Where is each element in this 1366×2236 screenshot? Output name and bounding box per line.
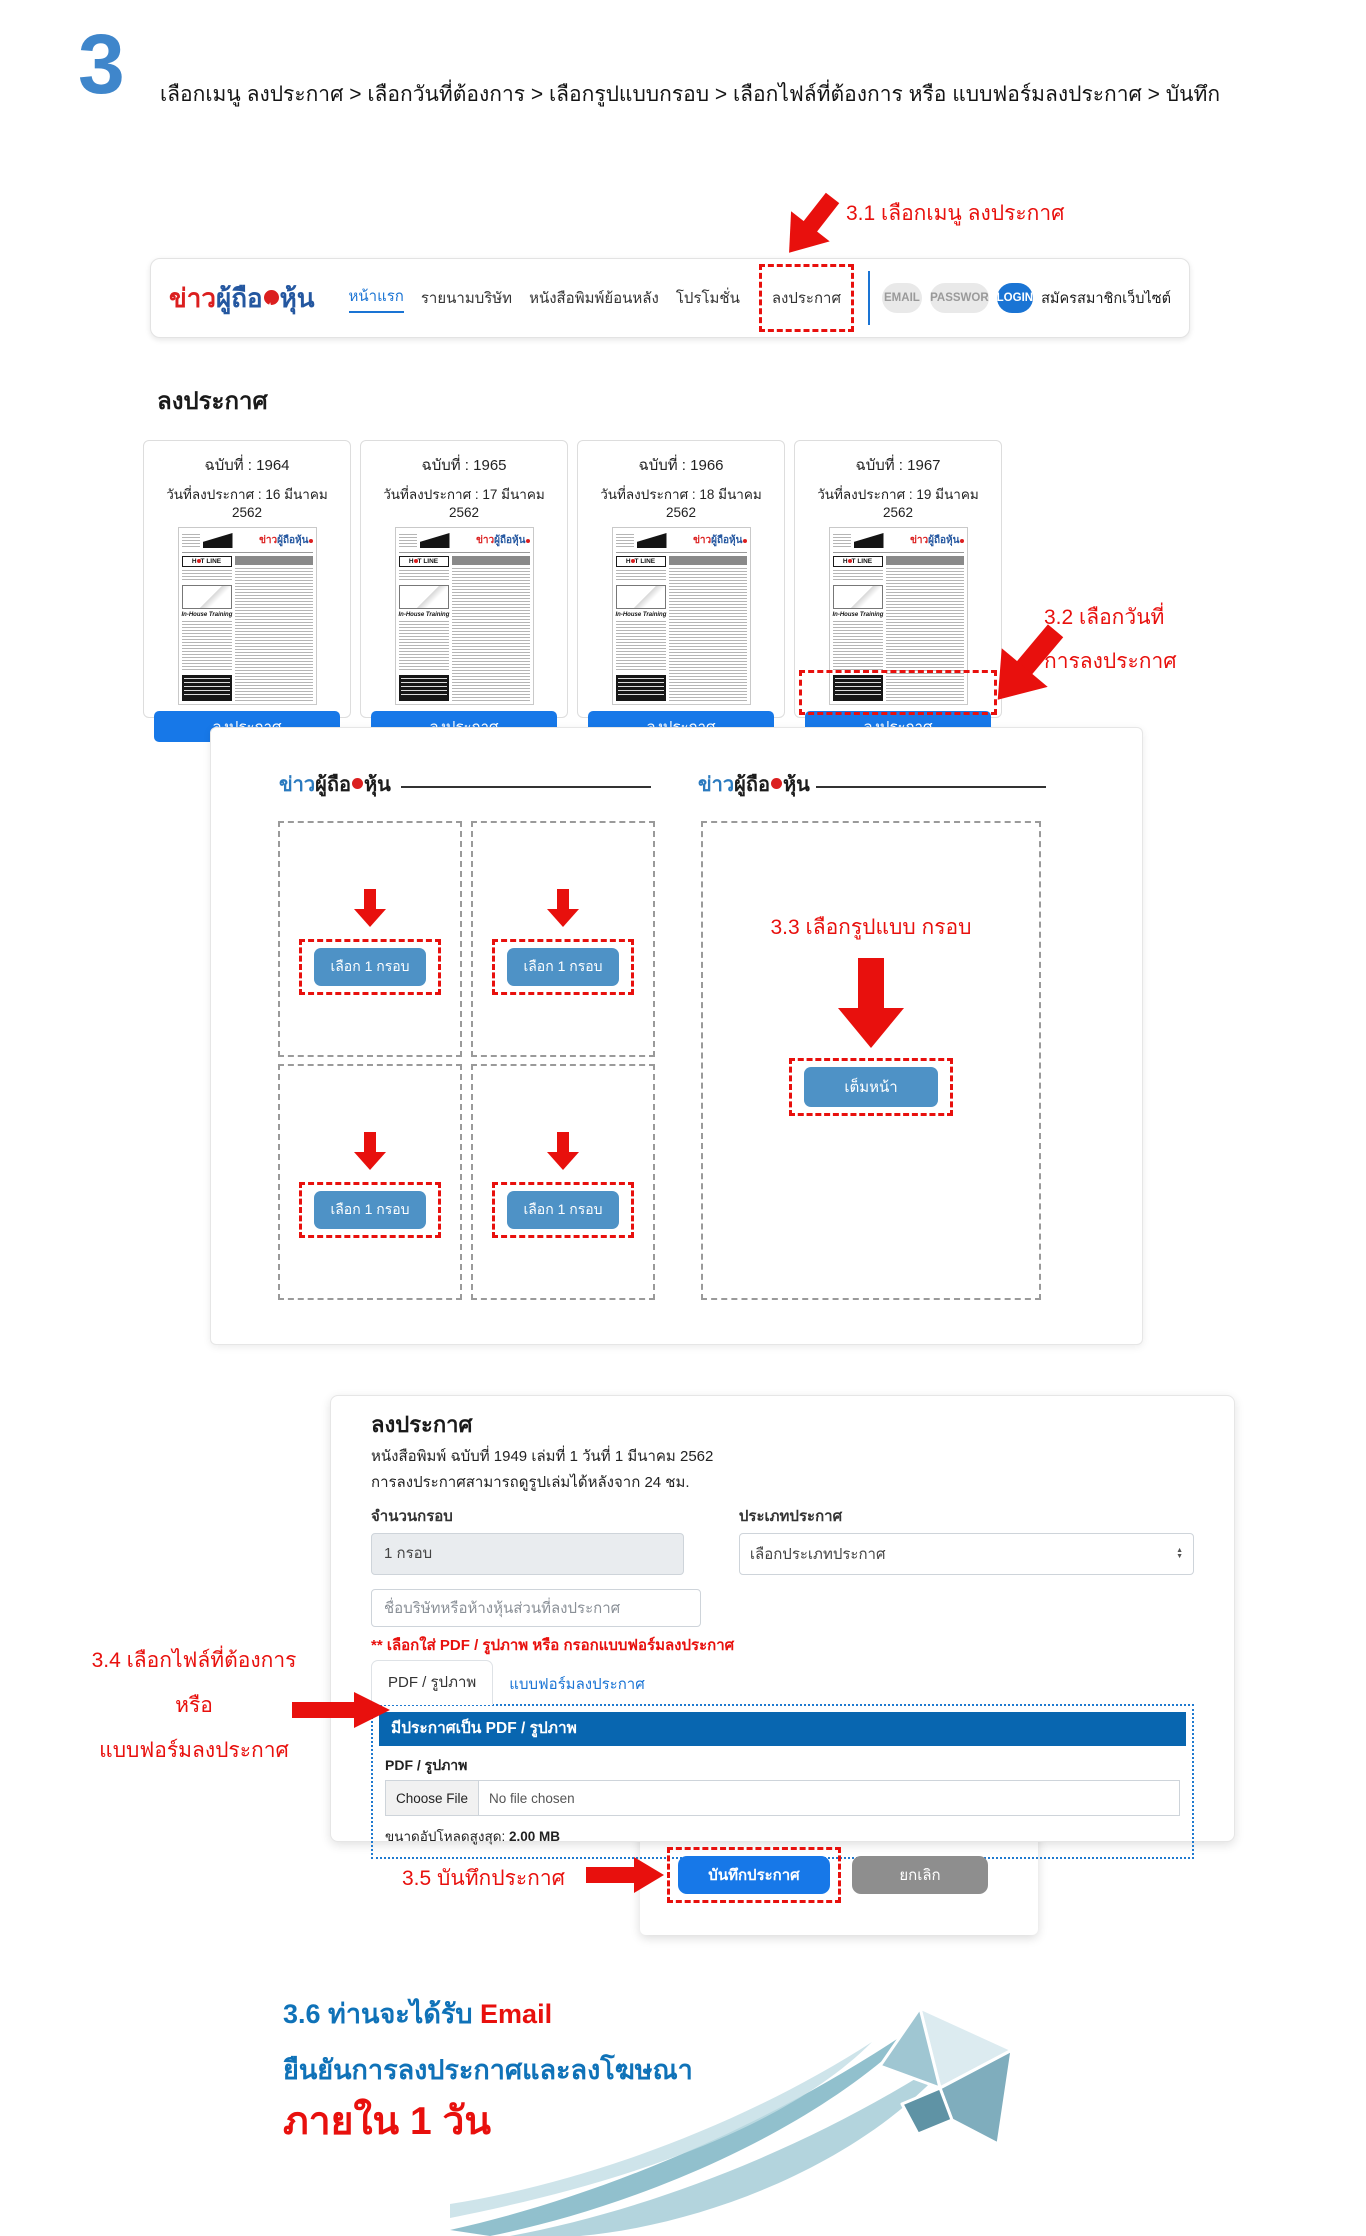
issue-date: วันที่ลงประกาศ : 17 มีนาคม 2562 bbox=[383, 487, 545, 520]
red-arrow-down-left-icon bbox=[980, 618, 1072, 714]
logo-dot-icon bbox=[352, 778, 363, 789]
thumb-black-ad bbox=[182, 675, 232, 701]
form-subtitle: หนังสือพิมพ์ ฉบับที่ 1949 เล่มที่ 1 วันที่ 1 มีนาคม 2562 bbox=[371, 1448, 714, 1465]
newspaper-thumbnail[interactable] bbox=[178, 527, 317, 705]
issue-date: วันที่ลงประกาศ : 16 มีนาคม 2562 bbox=[166, 487, 328, 520]
annotation-3-1: 3.1 เลือกเมนู ลงประกาศ bbox=[846, 202, 1065, 225]
issue-card-1965 bbox=[360, 440, 568, 718]
type-selected-value: เลือกประเภทประกาศ bbox=[749, 1546, 886, 1563]
panel-logo-right: ข่าวผู้ถือ หุ้น bbox=[698, 774, 810, 796]
select-one-frame-button[interactable]: เลือก 1 กรอบ bbox=[507, 948, 618, 986]
frame-button-highlight bbox=[299, 939, 440, 995]
save-announcement-button[interactable]: บันทึกประกาศ bbox=[678, 1856, 830, 1894]
form-red-note: ** เลือกใส่ PDF / รูปภาพ หรือ กรอกแบบฟอร์มลงประกาศ bbox=[371, 1637, 735, 1654]
choose-file-button[interactable]: Choose File bbox=[386, 1781, 479, 1815]
thumb-flag-graphic bbox=[420, 533, 450, 548]
newspaper-thumbnail[interactable]: ข่าวผู้ถือหุ้น H T LINE In-House Training bbox=[829, 527, 968, 705]
full-page-button[interactable]: เต็มหน้า bbox=[804, 1067, 937, 1107]
red-arrow-down-icon bbox=[832, 958, 910, 1050]
logo-word3: หุ้น bbox=[279, 282, 315, 313]
email-field[interactable]: EMAIL bbox=[882, 283, 922, 313]
frame-slot-1 bbox=[278, 821, 462, 1057]
password-field[interactable]: PASSWOR bbox=[930, 283, 989, 313]
thumb-address-lines bbox=[182, 534, 200, 548]
nav-post-announcement[interactable]: ลงประกาศ bbox=[771, 290, 842, 307]
red-arrow-down-icon bbox=[352, 889, 388, 929]
frame-button-highlight bbox=[299, 1182, 440, 1238]
red-arrow-right-icon bbox=[586, 1856, 666, 1894]
annotation-3-6-line1: 3.6 ท่านจะได้รับ Email bbox=[283, 1999, 553, 2029]
inhouse-training-label: In-House Training bbox=[615, 612, 667, 618]
annotation-3-3: 3.3 เลือกรูปแบบ กรอบ bbox=[770, 916, 972, 939]
frame-button-highlight bbox=[492, 1182, 633, 1238]
thumb-headline bbox=[235, 556, 313, 565]
cancel-button[interactable]: ยกเลิก bbox=[852, 1856, 988, 1894]
frame-slot-4 bbox=[471, 1064, 655, 1300]
annotation-3-5: 3.5 บันทึกประกาศ bbox=[402, 1867, 565, 1890]
select-one-frame-button[interactable]: เลือก 1 กรอบ bbox=[507, 1191, 618, 1229]
annotation-3-2: 3.2 เลือกวันที่ การลงประกาศ bbox=[1044, 606, 1177, 673]
nav-post-highlight-box bbox=[759, 264, 854, 332]
select-one-frame-button[interactable]: เลือก 1 กรอบ bbox=[314, 1191, 425, 1229]
red-arrow-right-icon bbox=[292, 1690, 392, 1730]
newspaper-thumbnail[interactable]: ข่าวผู้ถือหุ้น H T LINE In-House Training bbox=[612, 527, 751, 705]
form-note: การลงประกาศสามารถดูรูปเล่มได้หลังจาก 24 ชม. bbox=[371, 1474, 690, 1491]
company-name-input[interactable] bbox=[371, 1589, 701, 1627]
login-button[interactable]: LOGIN bbox=[997, 283, 1033, 313]
issue-number: ฉบับที่ : 1964 bbox=[204, 457, 290, 474]
logo-word1: ข่าว bbox=[169, 282, 216, 313]
red-arrow-down-icon bbox=[545, 1132, 581, 1172]
nav-companies[interactable]: รายนามบริษัท bbox=[420, 290, 513, 307]
select-one-frame-button[interactable]: เลือก 1 กรอบ bbox=[314, 948, 425, 986]
annotation-3-4: 3.4 เลือกไฟล์ที่ต้องการ หรือ แบบฟอร์มลงประกาศ bbox=[91, 1649, 297, 1762]
upload-panel-header: มีประกาศเป็น PDF / รูปภาพ bbox=[379, 1712, 1186, 1746]
issue-number: ฉบับที่ : 1967 bbox=[855, 457, 941, 474]
tab-announcement-form[interactable]: แบบฟอร์มลงประกาศ bbox=[509, 1676, 645, 1693]
upload-tabs bbox=[371, 1667, 1194, 1705]
thumb-ad-box bbox=[182, 585, 232, 609]
red-arrow-down-left-icon bbox=[778, 190, 842, 262]
thumb-logo-red: ข่าว bbox=[259, 535, 278, 546]
hotline-box: H T LINE bbox=[833, 556, 883, 567]
masthead-rule bbox=[401, 786, 651, 788]
nav-promotion[interactable]: โปรโมชั่น bbox=[675, 290, 740, 307]
thumb-flag-graphic bbox=[854, 533, 884, 548]
file-label: PDF / รูปภาพ bbox=[385, 1757, 468, 1773]
type-label: ประเภทประกาศ bbox=[738, 1508, 843, 1525]
file-input[interactable] bbox=[385, 1780, 1180, 1816]
masthead-rule bbox=[816, 786, 1046, 788]
section-title: ลงประกาศ bbox=[157, 388, 268, 415]
header-divider bbox=[868, 271, 870, 325]
register-link[interactable]: สมัครสมาชิกเว็บไซต์ bbox=[1041, 290, 1171, 307]
frame-count-label: จำนวนกรอบ bbox=[371, 1508, 453, 1525]
issue-card-1964 bbox=[143, 440, 351, 718]
step-number: 3 bbox=[78, 17, 125, 111]
issue-card-1967 bbox=[794, 440, 1002, 718]
annotation-3-6-line3: ภายใน 1 วัน bbox=[283, 2100, 492, 2143]
no-file-chosen-text: No file chosen bbox=[489, 1790, 575, 1806]
inhouse-training-label: In-House Training bbox=[398, 612, 450, 618]
max-upload-note: ขนาดอัปโหลดสูงสุด: 2.00 MB bbox=[385, 1829, 561, 1844]
site-logo[interactable] bbox=[169, 278, 315, 319]
announcement-form bbox=[330, 1395, 1235, 1842]
tab-pdf-image[interactable]: PDF / รูปภาพ bbox=[371, 1660, 493, 1705]
nav-archive[interactable]: หนังสือพิมพ์ย้อนหลัง bbox=[529, 290, 659, 307]
panel-logo-left: ข่าวผู้ถือ หุ้น bbox=[279, 774, 391, 796]
select-arrows-icon: ▲ ▼ bbox=[1176, 1547, 1183, 1560]
thumb-logo-blue: ผู้ถือหุ้น bbox=[277, 535, 309, 546]
step-instruction: เลือกเมนู ลงประกาศ > เลือกวันที่ต้องการ > เลือกรูปแบบกรอบ > เลือกไฟล์ที่ต้องการ หรือ แบบฟอร์มลงประกาศ > บันทึก bbox=[160, 83, 1221, 106]
red-arrow-down-icon bbox=[352, 1132, 388, 1172]
logo-word2: ผู้ถือ bbox=[215, 282, 263, 313]
issue-date: วันที่ลงประกาศ : 18 มีนาคม 2562 bbox=[600, 487, 762, 520]
frame-slot-2 bbox=[471, 821, 655, 1057]
logo-dot-icon bbox=[771, 778, 782, 789]
frame-count-field: 1 กรอบ bbox=[371, 1533, 684, 1575]
upload-panel bbox=[371, 1704, 1194, 1859]
site-header bbox=[150, 258, 1190, 338]
thumb-logo-dot bbox=[309, 539, 313, 543]
email-word: Email bbox=[480, 1999, 553, 2029]
frame-button-highlight bbox=[492, 939, 633, 995]
full-page-slot bbox=[701, 821, 1041, 1300]
hotline-box: H T LINE bbox=[399, 556, 449, 567]
inhouse-training-label: In-House Training bbox=[832, 612, 884, 618]
full-page-button-highlight bbox=[789, 1058, 952, 1116]
max-upload-value: 2.00 MB bbox=[509, 1829, 561, 1844]
announcement-type-select[interactable] bbox=[739, 1533, 1194, 1575]
hotline-box: H T LINE bbox=[182, 556, 232, 567]
thumb-flag-graphic bbox=[203, 533, 233, 548]
issue-number: ฉบับที่ : 1966 bbox=[638, 457, 724, 474]
issue-number: ฉบับที่ : 1965 bbox=[421, 457, 507, 474]
frame-slot-3 bbox=[278, 1064, 462, 1300]
paper-plane-illustration bbox=[450, 1992, 1020, 2236]
issue-card-1966 bbox=[577, 440, 785, 718]
form-title: ลงประกาศ bbox=[371, 1412, 473, 1437]
newspaper-thumbnail[interactable]: ข่าวผู้ถือหุ้น H T LINE In-House Training bbox=[395, 527, 534, 705]
main-nav bbox=[349, 283, 855, 313]
red-arrow-down-icon bbox=[545, 889, 581, 929]
hotline-box: H T LINE bbox=[616, 556, 666, 567]
annotation-3-6-line2: ยืนยันการลงประกาศและลงโฆษณา bbox=[283, 2055, 693, 2085]
frame-layout-panel bbox=[210, 727, 1143, 1345]
issue-date: วันที่ลงประกาศ : 19 มีนาคม 2562 bbox=[817, 487, 979, 520]
inhouse-training-label: In-House Training bbox=[181, 612, 233, 618]
nav-home[interactable]: หน้าแรก bbox=[349, 284, 404, 313]
heartbeat-dot-icon bbox=[264, 290, 279, 305]
thumb-flag-graphic bbox=[637, 533, 667, 548]
